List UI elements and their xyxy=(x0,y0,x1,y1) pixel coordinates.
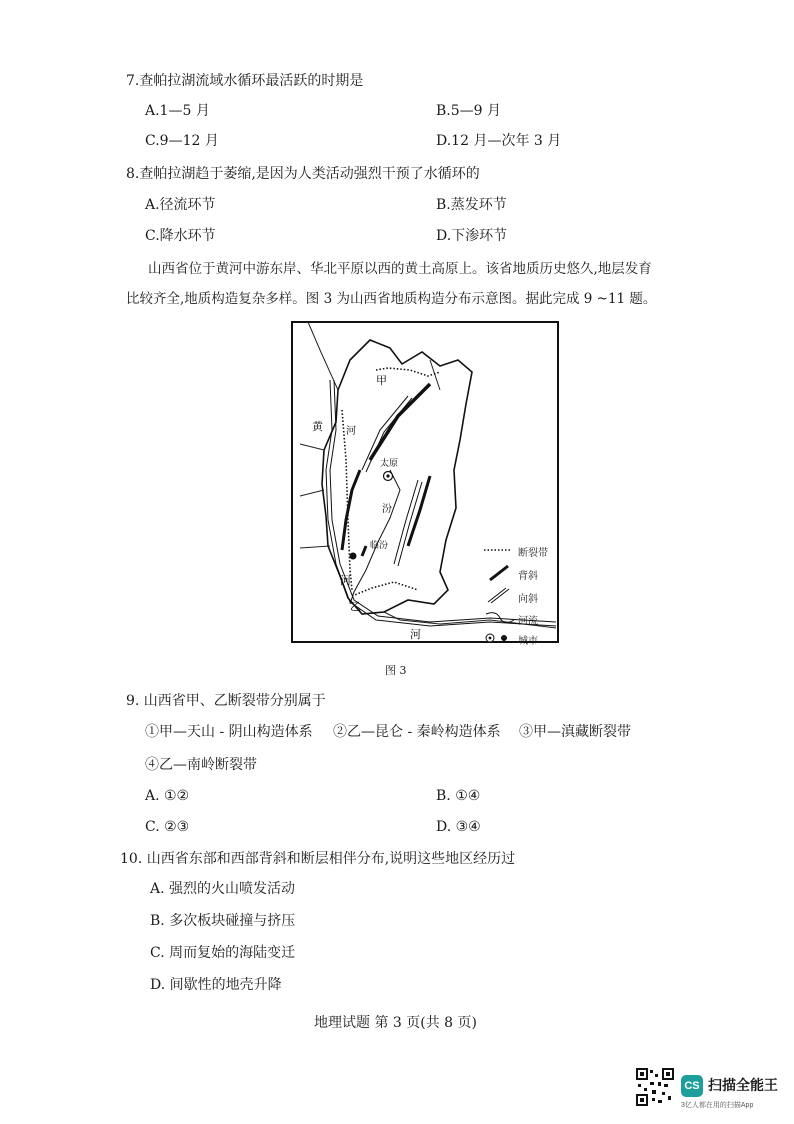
legend-anticline-label: 背斜 xyxy=(518,571,538,582)
q8-option-c: C.降水环节 xyxy=(145,228,216,244)
q9-option-b: B. ①④ xyxy=(436,788,481,804)
q10-option-a: A. 强烈的火山喷发活动 xyxy=(150,881,296,897)
q7-option-d: D.12 月—次年 3 月 xyxy=(436,133,562,149)
legend-river-label: 河流 xyxy=(518,616,538,627)
q8-option-d: D.下渗环节 xyxy=(436,228,508,244)
q9-statement-1: ①甲—天山 - 阴山构造体系 xyxy=(145,724,313,740)
city-capital-dot xyxy=(386,474,389,477)
q9-statement-4: ④乙—南岭断裂带 xyxy=(145,757,257,773)
label-jia: 甲 xyxy=(376,374,387,387)
city-linfen xyxy=(350,553,357,560)
camscanner-name: 扫描全能王 xyxy=(708,1077,778,1093)
label-fen: 汾 xyxy=(382,504,392,515)
q7-stem: 7.查帕拉湖流域水循环最活跃的时期是 xyxy=(126,73,364,89)
intro-line-2: 比较齐全,地质构造复杂多样。图 3 为山西省地质构造分布示意图。据此完成 9 ~11 题。 xyxy=(126,291,657,307)
camscanner-logo: CS xyxy=(681,1075,703,1097)
label-huang: 黄 xyxy=(312,420,323,433)
q8-option-a: A.径流环节 xyxy=(145,197,216,213)
page-footer: 地理试题 第 3 页(共 8 页) xyxy=(314,1015,477,1031)
legend-city-symbol xyxy=(501,635,507,641)
q9-statement-2: ②乙—昆仑 - 秦岭构造体系 xyxy=(333,724,501,740)
q7-option-a: A.1—5 月 xyxy=(145,103,210,119)
label-linfen: 临汾 xyxy=(370,541,389,551)
label-he-bottom: 河 xyxy=(410,628,421,641)
q10-option-b: B. 多次板块碰撞与挤压 xyxy=(150,913,296,929)
legend-fault-label: 断裂带 xyxy=(518,548,548,559)
q9-statement-3: ③甲—滇藏断裂带 xyxy=(519,724,631,740)
label-he-inner: 河 xyxy=(346,426,356,437)
label-taiyuan: 太原 xyxy=(380,459,399,469)
qr-code-icon xyxy=(636,1068,674,1106)
q9-stem: 9. 山西省甲、乙断裂带分别属于 xyxy=(126,693,326,709)
legend-syncline-label: 向斜 xyxy=(518,594,538,605)
label-yi: 乙 xyxy=(350,600,361,613)
legend-city-label: 城市 xyxy=(518,636,538,647)
figure-caption: 图 3 xyxy=(385,664,407,677)
legend-syncline-symbol-b xyxy=(491,589,509,603)
q7-option-b: B.5—9 月 xyxy=(436,103,502,119)
q9-option-a: A. ①② xyxy=(145,788,190,804)
q9-option-c: C. ②③ xyxy=(145,819,190,835)
camscanner-tagline: 3亿人都在用的扫描App xyxy=(681,1102,754,1109)
legend-anticline-symbol xyxy=(490,566,508,580)
q8-stem: 8.查帕拉湖趋于萎缩,是因为人类活动强烈干预了水循环的 xyxy=(126,166,480,182)
legend-syncline-symbol xyxy=(488,588,506,602)
q10-stem: 10. 山西省东部和西部背斜和断层相伴分布,说明这些地区经历过 xyxy=(120,851,516,867)
legend-symbols xyxy=(482,540,516,650)
legend-river-symbol xyxy=(486,613,514,623)
q9-option-d: D. ③④ xyxy=(436,819,481,835)
q10-option-c: C. 周而复始的海陆变迁 xyxy=(150,945,296,961)
intro-line-1: 山西省位于黄河中游东岸、华北平原以西的黄土高原上。该省地质历史悠久,地层发育 xyxy=(148,261,652,277)
q8-option-b: B.蒸发环节 xyxy=(436,197,507,213)
legend-capital-dot xyxy=(489,637,492,640)
q10-option-d: D. 间歇性的地壳升降 xyxy=(150,977,282,993)
q7-option-c: C.9—12 月 xyxy=(145,133,219,149)
map-legend xyxy=(482,540,582,650)
label-he-left: 河 xyxy=(340,574,351,587)
